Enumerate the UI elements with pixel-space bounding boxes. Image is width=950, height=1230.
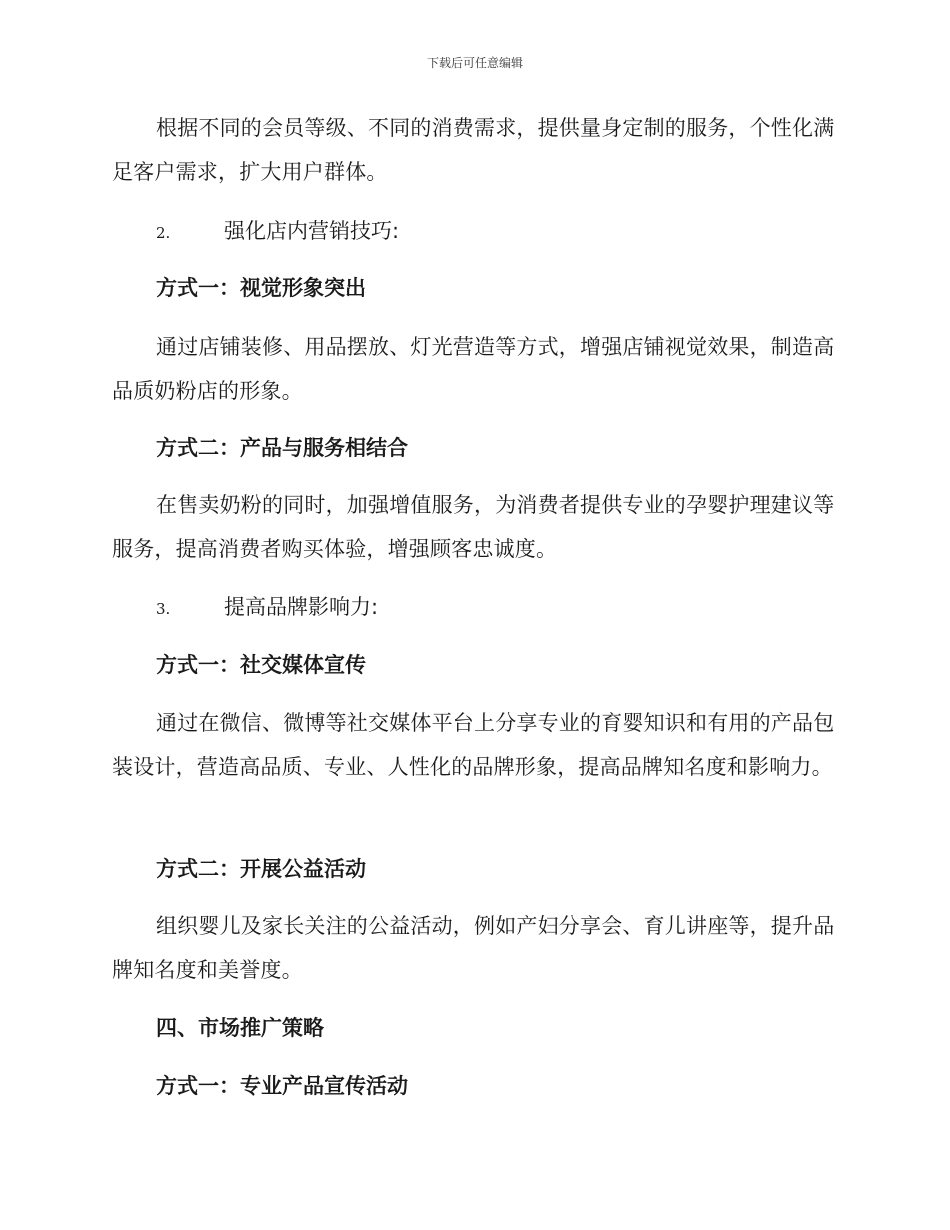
paragraph-member-service: 根据不同的会员等级、不同的消费需求，提供量身定制的服务，个性化满足客户需求，扩大用户群体。 xyxy=(112,116,835,184)
numbered-item-3 xyxy=(156,585,378,631)
paragraph-product-service: 在售卖奶粉的同时，加强增值服务，为消费者提供专业的孕婴护理建议等服务，提高消费者购买体验，增强顾客忠诚度。 xyxy=(112,493,835,561)
item-number: 2. xyxy=(156,224,171,242)
page-header: 下载后可任意编辑 xyxy=(426,56,523,70)
heading-section-4: 四、市场推广策略 xyxy=(156,1016,324,1040)
paragraph-visual-image: 通过店铺装修、用品摆放、灯光营造等方式，增强店铺视觉效果，制造高品质奶粉店的形象。 xyxy=(112,335,835,403)
item-title: 提高品牌影响力: xyxy=(224,595,379,619)
heading-product-service: 方式二：产品与服务相结合 xyxy=(156,436,408,460)
numbered-item-2 xyxy=(156,209,399,255)
item-number: 3. xyxy=(156,600,171,618)
paragraph-charity: 组织婴儿及家长关注的公益活动，例如产妇分享会、育儿讲座等，提升品牌知名度和美誉度。 xyxy=(112,914,835,982)
heading-charity: 方式二：开展公益活动 xyxy=(156,857,366,881)
heading-product-promo: 方式一：专业产品宣传活动 xyxy=(156,1074,408,1098)
item-title: 强化店内营销技巧: xyxy=(224,219,400,243)
paragraph-social-media: 通过在微信、微博等社交媒体平台上分享专业的育婴知识和有用的产品包装设计，营造高品质、专业、人性化的品牌形象，提高品牌知名度和影响力。 xyxy=(112,711,835,779)
heading-social-media: 方式一：社交媒体宣传 xyxy=(156,653,366,677)
heading-visual-image: 方式一：视觉形象突出 xyxy=(156,276,366,300)
